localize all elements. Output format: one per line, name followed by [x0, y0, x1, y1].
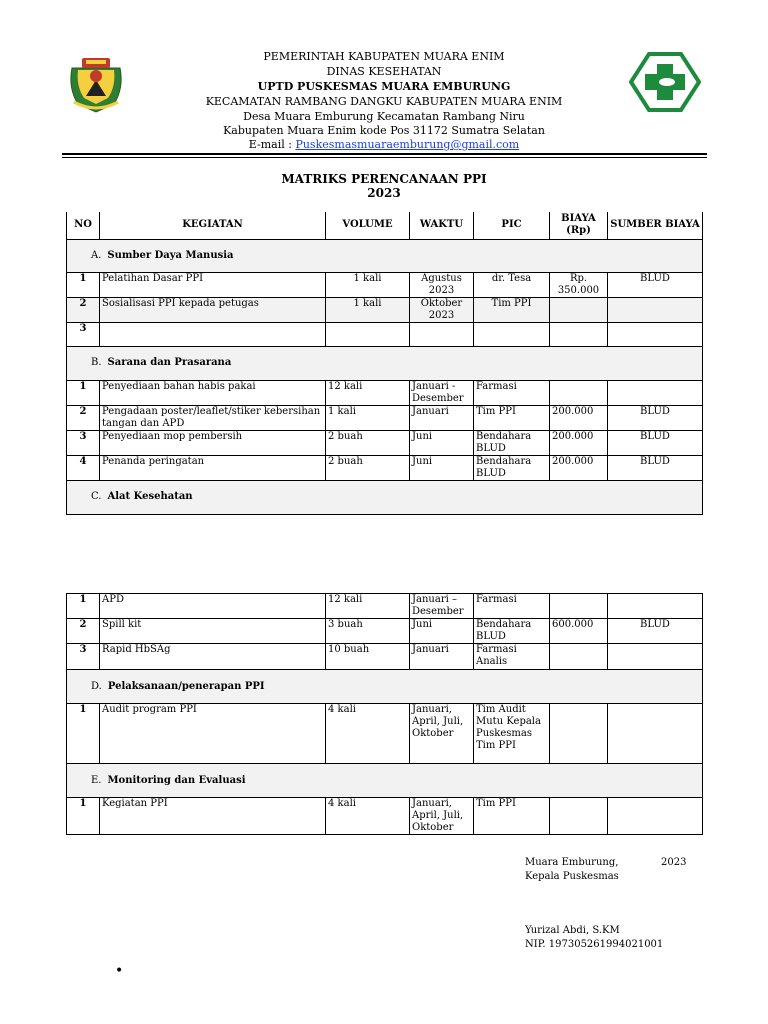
row-volume: 1 kali — [326, 272, 410, 297]
row-volume: 10 buah — [326, 644, 410, 670]
row-pic: Tim Audit Mutu Kepala Puskesmas Tim PPI — [474, 704, 550, 764]
row-no: 1 — [67, 380, 100, 405]
row-biaya: Rp. 350.000 — [550, 272, 608, 297]
header-divider-thick — [62, 153, 707, 155]
row-kegiatan: Rapid HbSAg — [100, 644, 326, 670]
table-row — [67, 405, 703, 430]
row-biaya — [550, 704, 608, 764]
row-no: 1 — [67, 704, 100, 764]
row-waktu: Agustus 2023 — [410, 272, 474, 297]
row-kegiatan: Spill kit — [100, 619, 326, 644]
col-biaya-header: BIAYA (Rp) — [550, 212, 608, 239]
row-no: 1 — [67, 594, 100, 619]
row-kegiatan: Sosialisasi PPI kepada petugas — [100, 297, 326, 322]
row-volume — [326, 322, 410, 346]
document-title: MATRIKS PERENCANAAN PPI — [281, 172, 487, 186]
ppi-matrix-table-part1 — [66, 212, 703, 515]
email-label: E-mail : — [248, 138, 296, 151]
section-row-d — [67, 670, 703, 704]
table-row — [67, 380, 703, 405]
header-district: KECAMATAN RAMBANG DANGKU KABUPATEN MUARA ENIM — [205, 95, 563, 108]
row-no: 2 — [67, 405, 100, 430]
row-sumber — [608, 644, 703, 670]
row-no: 1 — [67, 798, 100, 835]
row-pic — [474, 322, 550, 346]
table-row — [67, 704, 703, 764]
header-email-line — [0, 137, 768, 152]
row-sumber — [608, 704, 703, 764]
row-kegiatan: Penanda peringatan — [100, 455, 326, 480]
row-pic: Farmasi — [474, 594, 550, 619]
row-kegiatan: Penyediaan bahan habis pakai — [100, 380, 326, 405]
row-volume: 3 buah — [326, 619, 410, 644]
header-institution: UPTD PUSKESMAS MUARA EMBURUNG — [257, 80, 511, 93]
row-no: 2 — [67, 297, 100, 322]
row-kegiatan: Pengadaan poster/leaflet/stiker kebersihan tangan dan APD — [100, 405, 326, 430]
row-kegiatan: Penyediaan mop pembersih — [100, 430, 326, 455]
col-kegiatan-header: KEGIATAN — [100, 212, 326, 239]
row-sumber — [608, 297, 703, 322]
table-row — [67, 594, 703, 619]
section-row-a — [67, 239, 703, 272]
section-row-b — [67, 346, 703, 380]
signature-name: Yurizal Abdi, S.KM — [525, 925, 620, 936]
table-row — [67, 322, 703, 346]
row-volume: 1 kali — [326, 405, 410, 430]
row-sumber — [608, 798, 703, 835]
row-volume: 1 kali — [326, 297, 410, 322]
section-row-e — [67, 764, 703, 798]
row-pic: Bendahara BLUD — [474, 619, 550, 644]
row-biaya — [550, 798, 608, 835]
row-sumber — [608, 322, 703, 346]
section-row-c — [67, 480, 703, 514]
row-waktu: Januari, April, Juli, Oktober — [410, 704, 474, 764]
row-volume: 4 kali — [326, 798, 410, 835]
section-c-letter: C. — [91, 491, 102, 502]
row-pic: Tim PPI — [474, 297, 550, 322]
row-kegiatan: Pelatihan Dasar PPI — [100, 272, 326, 297]
row-waktu: Januari — [410, 644, 474, 670]
row-waktu: Januari - Desember — [410, 380, 474, 405]
table-row — [67, 297, 703, 322]
row-waktu: Januari – Desember — [410, 594, 474, 619]
row-kegiatan: Audit program PPI — [100, 704, 326, 764]
row-sumber: BLUD — [608, 619, 703, 644]
row-volume: 12 kali — [326, 380, 410, 405]
row-pic: Tim PPI — [474, 798, 550, 835]
section-a-letter: A. — [91, 249, 102, 261]
row-no: 4 — [67, 455, 100, 480]
row-pic: dr. Tesa — [474, 272, 550, 297]
header-village: Desa Muara Emburung Kecamatan Rambang Niru — [243, 110, 525, 123]
section-d-title: Pelaksanaan/penerapan PPI — [107, 680, 265, 692]
section-e-title: Monitoring dan Evaluasi — [107, 774, 246, 786]
row-sumber: BLUD — [608, 430, 703, 455]
row-pic: Tim PPI — [474, 405, 550, 430]
bullet-point: • — [115, 963, 124, 979]
signature-year: 2023 — [661, 857, 687, 868]
email-link[interactable]: Puskesmasmuaraemburung@gmail.com — [295, 138, 520, 151]
row-biaya — [550, 322, 608, 346]
row-biaya — [550, 594, 608, 619]
row-pic: Bendahara BLUD — [474, 455, 550, 480]
header-divider-thin — [62, 157, 707, 158]
table-row — [67, 430, 703, 455]
section-b-letter: B. — [91, 357, 102, 368]
signature-nip: NIP. 197305261994021001 — [525, 939, 664, 950]
row-biaya — [550, 644, 608, 670]
row-waktu: Oktober 2023 — [410, 297, 474, 322]
col-volume-header: VOLUME — [326, 212, 410, 239]
row-kegiatan: APD — [100, 594, 326, 619]
signature-role: Kepala Puskesmas — [525, 871, 619, 882]
row-no: 3 — [67, 430, 100, 455]
row-biaya — [550, 380, 608, 405]
row-sumber: BLUD — [608, 272, 703, 297]
row-waktu: Januari — [410, 405, 474, 430]
header-department: DINAS KESEHATAN — [326, 65, 442, 78]
row-pic: Farmasi — [474, 380, 550, 405]
row-pic: Farmasi Analis — [474, 644, 550, 670]
col-no-header: NO — [67, 212, 100, 239]
row-biaya: 200.000 — [550, 430, 608, 455]
section-d-letter: D. — [91, 680, 102, 692]
row-sumber — [608, 594, 703, 619]
section-e-letter: E. — [91, 774, 102, 786]
row-sumber — [608, 380, 703, 405]
ppi-matrix-table-part2 — [66, 593, 703, 835]
row-sumber: BLUD — [608, 405, 703, 430]
row-waktu — [410, 322, 474, 346]
section-c-title: Alat Kesehatan — [107, 491, 193, 502]
row-biaya: 200.000 — [550, 455, 608, 480]
row-no: 3 — [67, 322, 100, 346]
row-waktu: Juni — [410, 455, 474, 480]
table-row — [67, 798, 703, 835]
header-government: PEMERINTAH KABUPATEN MUARA ENIM — [263, 50, 505, 63]
col-pic-header: PIC — [474, 212, 550, 239]
row-kegiatan: Kegiatan PPI — [100, 798, 326, 835]
row-sumber: BLUD — [608, 455, 703, 480]
row-waktu: Juni — [410, 619, 474, 644]
row-volume: 12 kali — [326, 594, 410, 619]
table-row — [67, 455, 703, 480]
row-pic: Bendahara BLUD — [474, 430, 550, 455]
row-waktu: Januari, April, Juli, Oktober — [410, 798, 474, 835]
row-biaya: 200.000 — [550, 405, 608, 430]
table-row — [67, 619, 703, 644]
section-a-title: Sumber Daya Manusia — [107, 249, 234, 261]
document-year: 2023 — [367, 186, 401, 200]
section-b-title: Sarana dan Prasarana — [107, 357, 232, 368]
col-sumber-header: SUMBER BIAYA — [608, 212, 703, 239]
row-waktu: Juni — [410, 430, 474, 455]
row-no: 1 — [67, 272, 100, 297]
row-no: 3 — [67, 644, 100, 670]
row-no: 2 — [67, 619, 100, 644]
table-row — [67, 272, 703, 297]
row-biaya — [550, 297, 608, 322]
table-row — [67, 644, 703, 670]
signature-place: Muara Emburung, — [525, 857, 619, 868]
row-volume: 2 buah — [326, 430, 410, 455]
row-biaya: 600.000 — [550, 619, 608, 644]
header-regency-postcode: Kabupaten Muara Enim kode Pos 31172 Sumatra Selatan — [223, 124, 545, 137]
row-volume: 2 buah — [326, 455, 410, 480]
table-header-row — [67, 212, 703, 239]
col-waktu-header: WAKTU — [410, 212, 474, 239]
row-volume: 4 kali — [326, 704, 410, 764]
row-kegiatan — [100, 322, 326, 346]
